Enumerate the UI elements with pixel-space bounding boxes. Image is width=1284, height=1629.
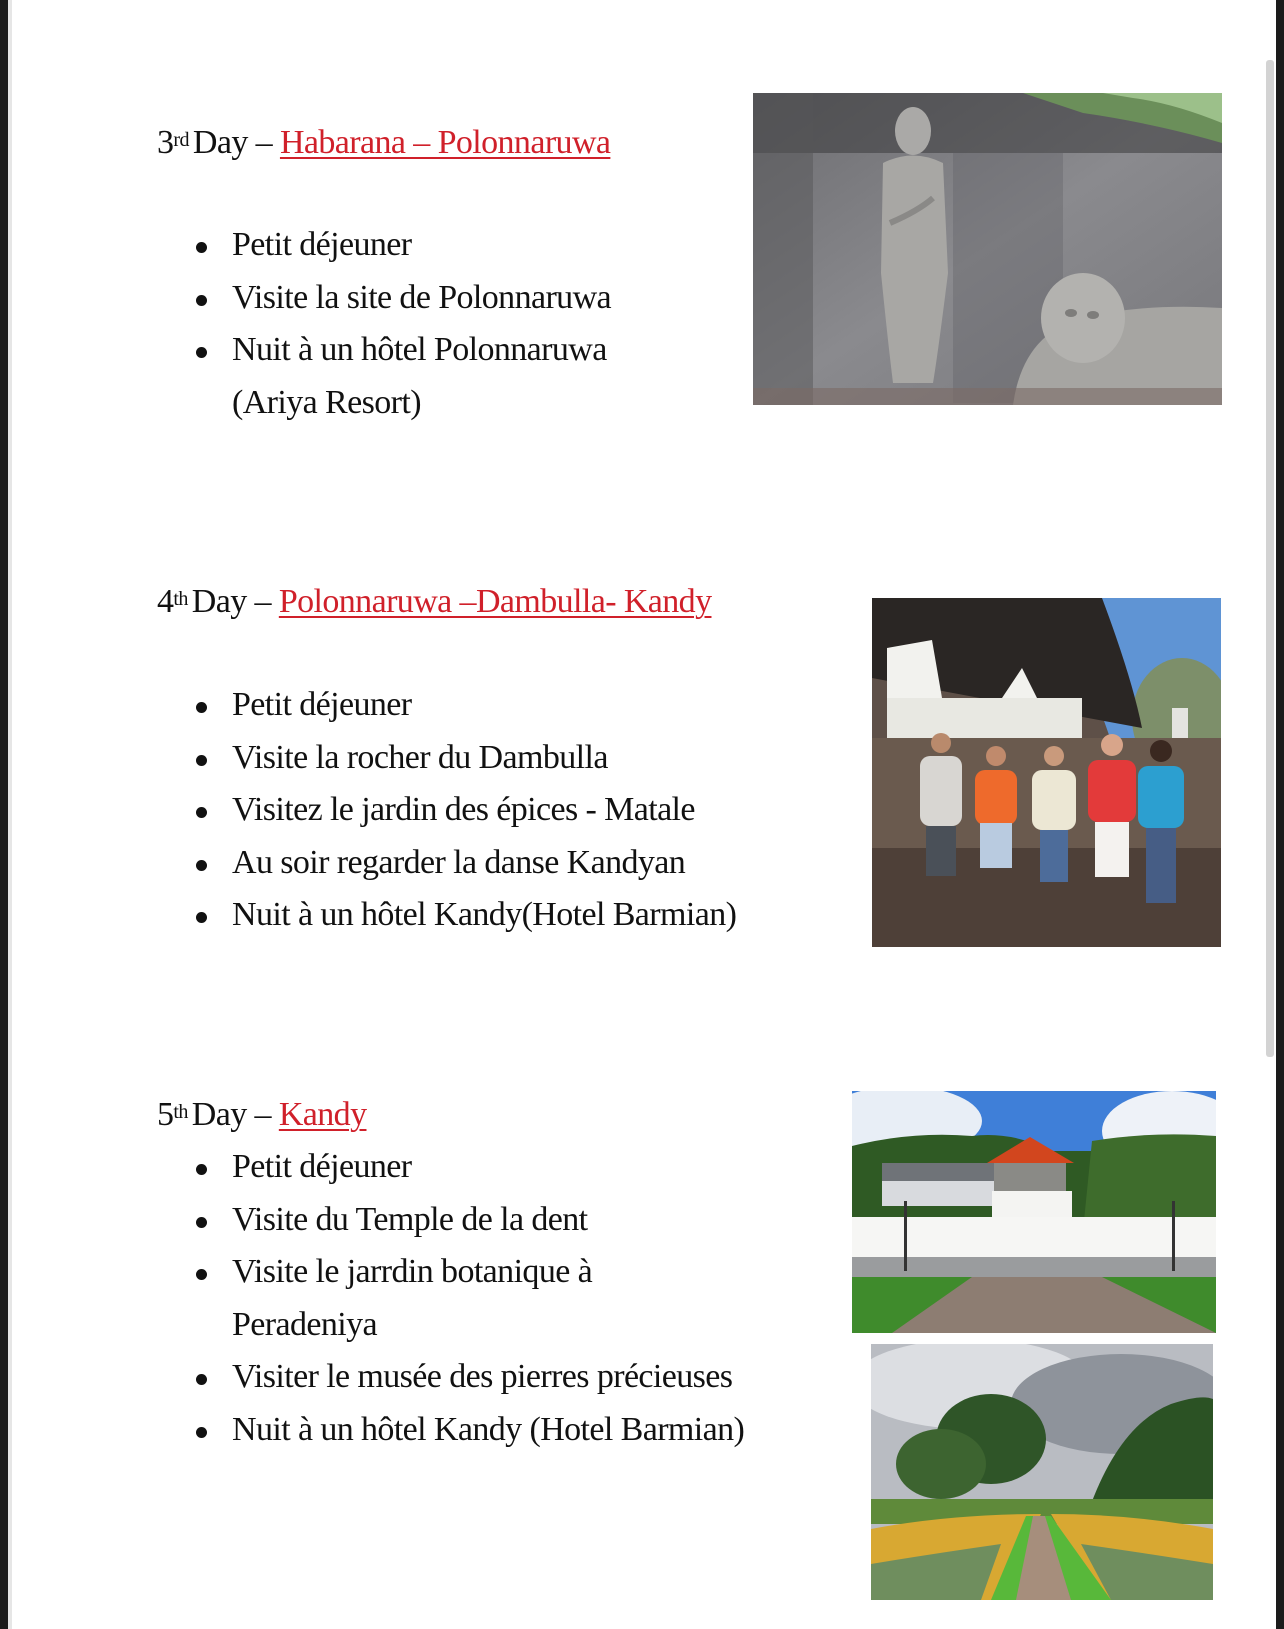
list-item	[196, 1351, 744, 1404]
page-left-shadow	[8, 0, 12, 1629]
item-text: Nuit à un hôtel Kandy (Hotel Barmian)	[232, 1410, 745, 1448]
rock-carved-buddha-statues-photo	[753, 93, 1222, 405]
day-3-heading	[157, 123, 610, 163]
bullet-icon	[196, 912, 207, 923]
list-item	[196, 679, 736, 732]
bullet-icon	[196, 1164, 207, 1175]
day-4-activity-list	[196, 679, 736, 942]
item-text: Nuit à un hôtel Polonnaruwa	[232, 331, 607, 368]
day-route: Habarana – Polonnaruwa	[279, 124, 611, 161]
item-text: Petit déjeuner	[232, 226, 412, 263]
heading-separator: –	[246, 1096, 279, 1133]
bullet-icon	[196, 347, 207, 358]
screen-left-edge	[0, 0, 8, 1629]
item-text: Au soir regarder la danse Kandyan	[232, 843, 686, 881]
list-item	[196, 219, 611, 272]
bullet-icon	[196, 807, 207, 818]
vertical-scrollbar[interactable]	[1266, 60, 1274, 1057]
list-item	[196, 324, 611, 429]
list-item	[196, 1404, 744, 1457]
peradeniya-botanical-garden-photo	[871, 1344, 1213, 1600]
screen-right-edge	[1276, 0, 1284, 1629]
list-item	[196, 1246, 744, 1351]
day-word: Day	[191, 583, 247, 620]
item-text: Visite la site de Polonnaruwa	[232, 278, 612, 316]
list-item	[196, 272, 611, 325]
day-ordinal-suffix: th	[173, 588, 188, 610]
day-ordinal-suffix: th	[173, 1101, 188, 1123]
list-item	[196, 889, 736, 942]
item-text: Visite du Temple de la dent	[232, 1200, 588, 1238]
day-word: Day	[192, 124, 248, 161]
list-item	[196, 1194, 744, 1247]
item-text: Visite le jarrdin botanique à	[232, 1253, 593, 1290]
bullet-icon	[196, 295, 207, 306]
day-5-heading	[157, 1095, 366, 1135]
item-text-continuation: Peradeniya	[232, 1305, 378, 1343]
item-text: Visite la rocher du Dambulla	[232, 738, 608, 776]
bullet-icon	[196, 755, 207, 766]
item-text: Petit déjeuner	[232, 686, 412, 723]
item-text: Petit déjeuner	[232, 1148, 412, 1185]
day-route: Polonnaruwa –Dambulla- Kandy	[278, 583, 712, 620]
bullet-icon	[196, 1374, 207, 1385]
day-4-heading	[157, 582, 711, 622]
list-item	[196, 732, 736, 785]
bullet-icon	[196, 702, 207, 713]
item-text-continuation: (Ariya Resort)	[232, 383, 421, 421]
day-3-activity-list	[196, 219, 611, 429]
bullet-icon	[196, 1427, 207, 1438]
day-route: Kandy	[278, 1096, 367, 1133]
day-number: 4	[157, 583, 174, 620]
bullet-icon	[196, 1217, 207, 1228]
day-5-activity-list	[196, 1141, 744, 1456]
temple-of-the-tooth-photo	[852, 1091, 1216, 1333]
item-text: Visiter le musée des pierres précieuses	[232, 1358, 733, 1395]
day-word: Day	[191, 1096, 247, 1133]
day-number: 3	[157, 124, 174, 161]
list-item	[196, 837, 736, 890]
item-text: Nuit à un hôtel Kandy(Hotel Barmian)	[232, 896, 737, 933]
bullet-icon	[196, 242, 207, 253]
bullet-icon	[196, 860, 207, 871]
item-text: Visitez le jardin des épices - Matale	[232, 791, 695, 828]
day-number: 5	[157, 1096, 174, 1133]
list-item	[196, 1141, 744, 1194]
list-item	[196, 784, 736, 837]
heading-separator: –	[247, 124, 280, 161]
bullet-icon	[196, 1269, 207, 1280]
heading-separator: –	[246, 583, 279, 620]
day-ordinal-suffix: rd	[173, 129, 189, 151]
dambulla-cave-temple-group-photo	[872, 598, 1221, 947]
